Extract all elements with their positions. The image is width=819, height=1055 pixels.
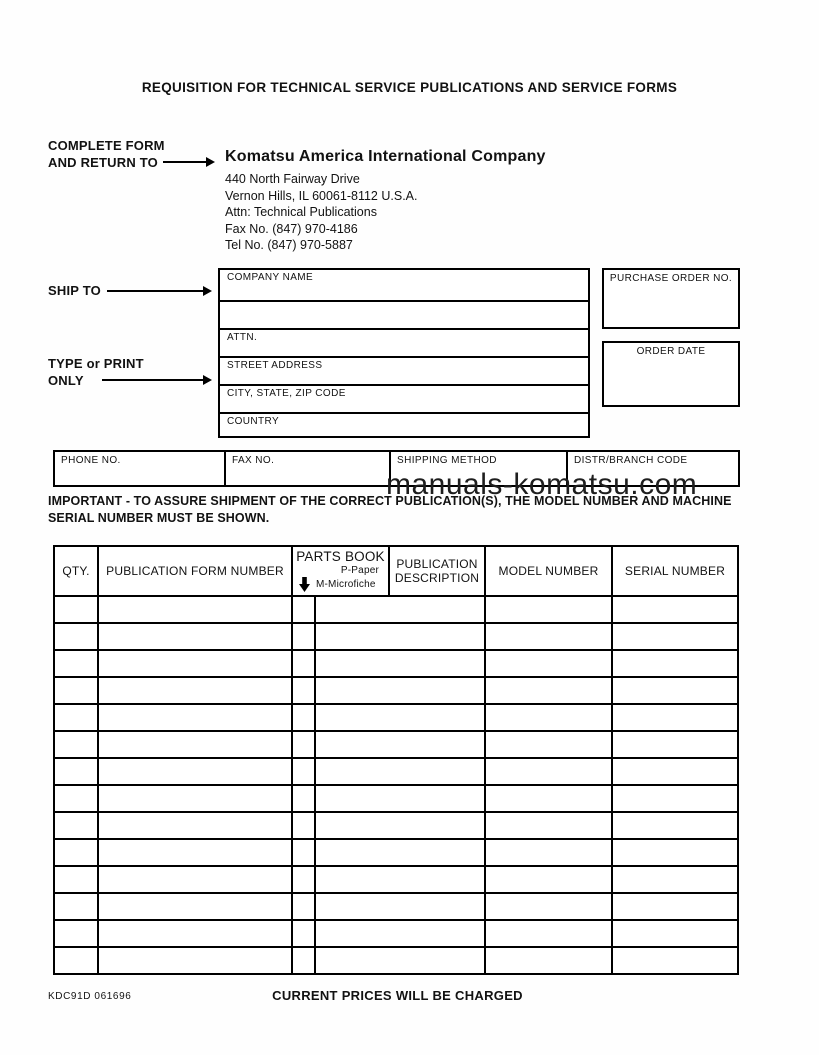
description-cell[interactable]: [315, 893, 485, 920]
table-row: [54, 839, 738, 866]
table-row: [54, 731, 738, 758]
serial-number-cell[interactable]: [612, 758, 738, 785]
table-row: [54, 785, 738, 812]
return-address-block: [225, 148, 546, 254]
description-cell[interactable]: [315, 677, 485, 704]
fax-field-label: FAX NO.: [232, 455, 275, 466]
footer-note: CURRENT PRICES WILL BE CHARGED: [272, 988, 523, 1003]
model-number-cell[interactable]: [485, 866, 612, 893]
attn-field-label: ATTN.: [227, 332, 258, 343]
description-cell[interactable]: [315, 947, 485, 974]
qty-cell[interactable]: [54, 785, 98, 812]
qty-cell[interactable]: [54, 623, 98, 650]
form-number-cell[interactable]: [98, 920, 292, 947]
serial-number-cell[interactable]: [612, 839, 738, 866]
serial-number-cell[interactable]: [612, 596, 738, 623]
purchase-order-field-label: PURCHASE ORDER NO.: [609, 273, 733, 284]
form-number-cell[interactable]: [98, 785, 292, 812]
serial-number-cell[interactable]: [612, 623, 738, 650]
description-cell[interactable]: [315, 866, 485, 893]
qty-cell[interactable]: [54, 731, 98, 758]
parts-book-microfiche-option: M-Microfiche: [316, 579, 376, 590]
fax-number: Fax No. (847) 970-4186: [225, 221, 358, 236]
form-number-cell[interactable]: [98, 650, 292, 677]
serial-number-header: SERIAL NUMBER: [612, 546, 738, 596]
model-number-cell[interactable]: [485, 758, 612, 785]
important-note-line2: SERIAL NUMBER MUST BE SHOWN.: [48, 511, 270, 525]
shipping-method-field-label: SHIPPING METHOD: [397, 455, 497, 466]
city-state-zip-field[interactable]: [220, 386, 588, 414]
parts-book-cell[interactable]: [292, 704, 315, 731]
order-date-field-label: ORDER DATE: [636, 346, 706, 357]
table-row: [54, 758, 738, 785]
description-cell[interactable]: [315, 839, 485, 866]
description-cell[interactable]: [315, 920, 485, 947]
serial-number-cell[interactable]: [612, 920, 738, 947]
watermark: manuals-komatsu.com: [386, 468, 698, 501]
attn-field[interactable]: [220, 330, 588, 358]
serial-number-cell[interactable]: [612, 785, 738, 812]
parts-book-cell[interactable]: [292, 920, 315, 947]
parts-book-cell[interactable]: [292, 947, 315, 974]
description-cell[interactable]: [315, 650, 485, 677]
parts-book-paper-option: P-Paper: [340, 565, 379, 576]
form-number-cell[interactable]: [98, 731, 292, 758]
description-cell[interactable]: [315, 731, 485, 758]
return-to-label-line1: COMPLETE FORM: [48, 138, 165, 153]
type-print-line1: TYPE or PRINT: [48, 356, 144, 371]
address-line: 440 North Fairway Drive: [225, 172, 360, 186]
order-date-field[interactable]: [602, 341, 740, 407]
return-to-label: [48, 137, 165, 171]
street-address-field[interactable]: [220, 358, 588, 386]
type-print-label: [48, 355, 144, 389]
table-row: [54, 677, 738, 704]
qty-cell[interactable]: [54, 920, 98, 947]
serial-number-cell[interactable]: [612, 947, 738, 974]
parts-book-cell[interactable]: [292, 785, 315, 812]
form-number-cell[interactable]: [98, 947, 292, 974]
qty-cell[interactable]: [54, 758, 98, 785]
model-number-cell[interactable]: [485, 704, 612, 731]
address-line: Attn: Technical Publications: [225, 205, 377, 219]
serial-number-cell[interactable]: [612, 704, 738, 731]
table-row: [54, 596, 738, 623]
table-row: [54, 920, 738, 947]
form-number-cell[interactable]: [98, 704, 292, 731]
model-number-cell[interactable]: [485, 650, 612, 677]
model-number-cell[interactable]: [485, 920, 612, 947]
serial-number-cell[interactable]: [612, 731, 738, 758]
ship-to-arrow-icon: [107, 290, 210, 292]
model-number-cell[interactable]: [485, 893, 612, 920]
qty-cell[interactable]: [54, 839, 98, 866]
parts-book-cell[interactable]: [292, 623, 315, 650]
order-table-header-row: [54, 546, 738, 596]
parts-book-cell[interactable]: [292, 893, 315, 920]
model-number-cell[interactable]: [485, 947, 612, 974]
description-cell[interactable]: [315, 812, 485, 839]
description-cell[interactable]: [315, 785, 485, 812]
form-number-cell[interactable]: [98, 677, 292, 704]
company-name: Komatsu America International Company: [225, 148, 546, 165]
model-number-cell[interactable]: [485, 812, 612, 839]
order-table-body: [54, 596, 738, 974]
model-number-cell[interactable]: [485, 623, 612, 650]
table-row: [54, 866, 738, 893]
serial-number-cell[interactable]: [612, 866, 738, 893]
parts-book-header: [292, 546, 389, 596]
form-number-cell[interactable]: [98, 893, 292, 920]
form-number-cell[interactable]: [98, 812, 292, 839]
tel-number: Tel No. (847) 970-5887: [225, 238, 353, 252]
form-number-cell[interactable]: [98, 839, 292, 866]
form-number-cell[interactable]: [98, 866, 292, 893]
parts-book-cell[interactable]: [292, 812, 315, 839]
table-row: [54, 650, 738, 677]
down-arrow-icon: [299, 577, 310, 592]
ship-to-box: [218, 268, 590, 438]
table-row: [54, 947, 738, 974]
form-number-cell[interactable]: [98, 623, 292, 650]
company-name-extra-field[interactable]: [220, 302, 588, 330]
table-row: [54, 893, 738, 920]
serial-number-cell[interactable]: [612, 677, 738, 704]
return-to-arrow-icon: [163, 161, 213, 163]
city-state-zip-field-label: CITY, STATE, ZIP CODE: [227, 388, 346, 399]
serial-number-cell[interactable]: [612, 812, 738, 839]
description-cell[interactable]: [315, 596, 485, 623]
model-number-cell[interactable]: [485, 677, 612, 704]
serial-number-cell[interactable]: [612, 650, 738, 677]
parts-book-cell[interactable]: [292, 596, 315, 623]
description-cell[interactable]: [315, 704, 485, 731]
model-number-cell[interactable]: [485, 785, 612, 812]
parts-book-header-title: PARTS BOOK: [296, 549, 385, 564]
form-number-cell[interactable]: [98, 758, 292, 785]
parts-book-cell[interactable]: [292, 866, 315, 893]
description-cell[interactable]: [315, 758, 485, 785]
distr-branch-code-field-label: DISTR/BRANCH CODE: [574, 455, 688, 466]
important-note-line1: IMPORTANT - TO ASSURE SHIPMENT OF THE CORRECT PUBLICATION(S), THE MODEL NUMBER AND MACHINE: [48, 494, 732, 508]
qty-header: QTY.: [54, 546, 98, 596]
parts-book-cell[interactable]: [292, 758, 315, 785]
model-number-header: MODEL NUMBER: [485, 546, 612, 596]
type-print-line2: ONLY: [48, 373, 84, 388]
table-row: [54, 623, 738, 650]
qty-cell[interactable]: [54, 866, 98, 893]
important-note: [48, 493, 764, 527]
fax-field[interactable]: [226, 452, 391, 485]
parts-book-cell[interactable]: [292, 731, 315, 758]
ship-to-label: SHIP TO: [48, 283, 101, 298]
type-print-arrow-icon: [102, 379, 210, 381]
company-name-field-label: COMPANY NAME: [227, 272, 314, 283]
qty-cell[interactable]: [54, 893, 98, 920]
street-address-field-label: STREET ADDRESS: [227, 360, 323, 371]
model-number-cell[interactable]: [485, 596, 612, 623]
qty-cell[interactable]: [54, 704, 98, 731]
model-number-cell[interactable]: [485, 839, 612, 866]
form-number-header: PUBLICATION FORM NUMBER: [98, 546, 292, 596]
country-field-label: COUNTRY: [227, 416, 280, 427]
order-table: [53, 545, 739, 975]
serial-number-cell[interactable]: [612, 893, 738, 920]
description-header: PUBLICATION DESCRIPTION: [389, 546, 485, 596]
description-cell[interactable]: [315, 623, 485, 650]
parts-book-cell[interactable]: [292, 650, 315, 677]
table-row: [54, 812, 738, 839]
table-row: [54, 704, 738, 731]
qty-cell[interactable]: [54, 812, 98, 839]
return-to-label-line2: AND RETURN TO: [48, 155, 158, 170]
form-number-cell[interactable]: [98, 596, 292, 623]
country-field[interactable]: [220, 414, 588, 436]
purchase-order-field[interactable]: [602, 268, 740, 329]
form-code: KDC91D 061696: [48, 991, 132, 1002]
parts-book-cell[interactable]: [292, 839, 315, 866]
qty-cell[interactable]: [54, 596, 98, 623]
qty-cell[interactable]: [54, 650, 98, 677]
page-title: REQUISITION FOR TECHNICAL SERVICE PUBLICATIONS AND SERVICE FORMS: [141, 80, 678, 95]
company-name-field[interactable]: [220, 270, 588, 302]
phone-field[interactable]: [55, 452, 226, 485]
phone-field-label: PHONE NO.: [61, 455, 121, 466]
model-number-cell[interactable]: [485, 731, 612, 758]
qty-cell[interactable]: [54, 677, 98, 704]
parts-book-cell[interactable]: [292, 677, 315, 704]
qty-cell[interactable]: [54, 947, 98, 974]
address-line: Vernon Hills, IL 60061-8112 U.S.A.: [225, 188, 418, 203]
